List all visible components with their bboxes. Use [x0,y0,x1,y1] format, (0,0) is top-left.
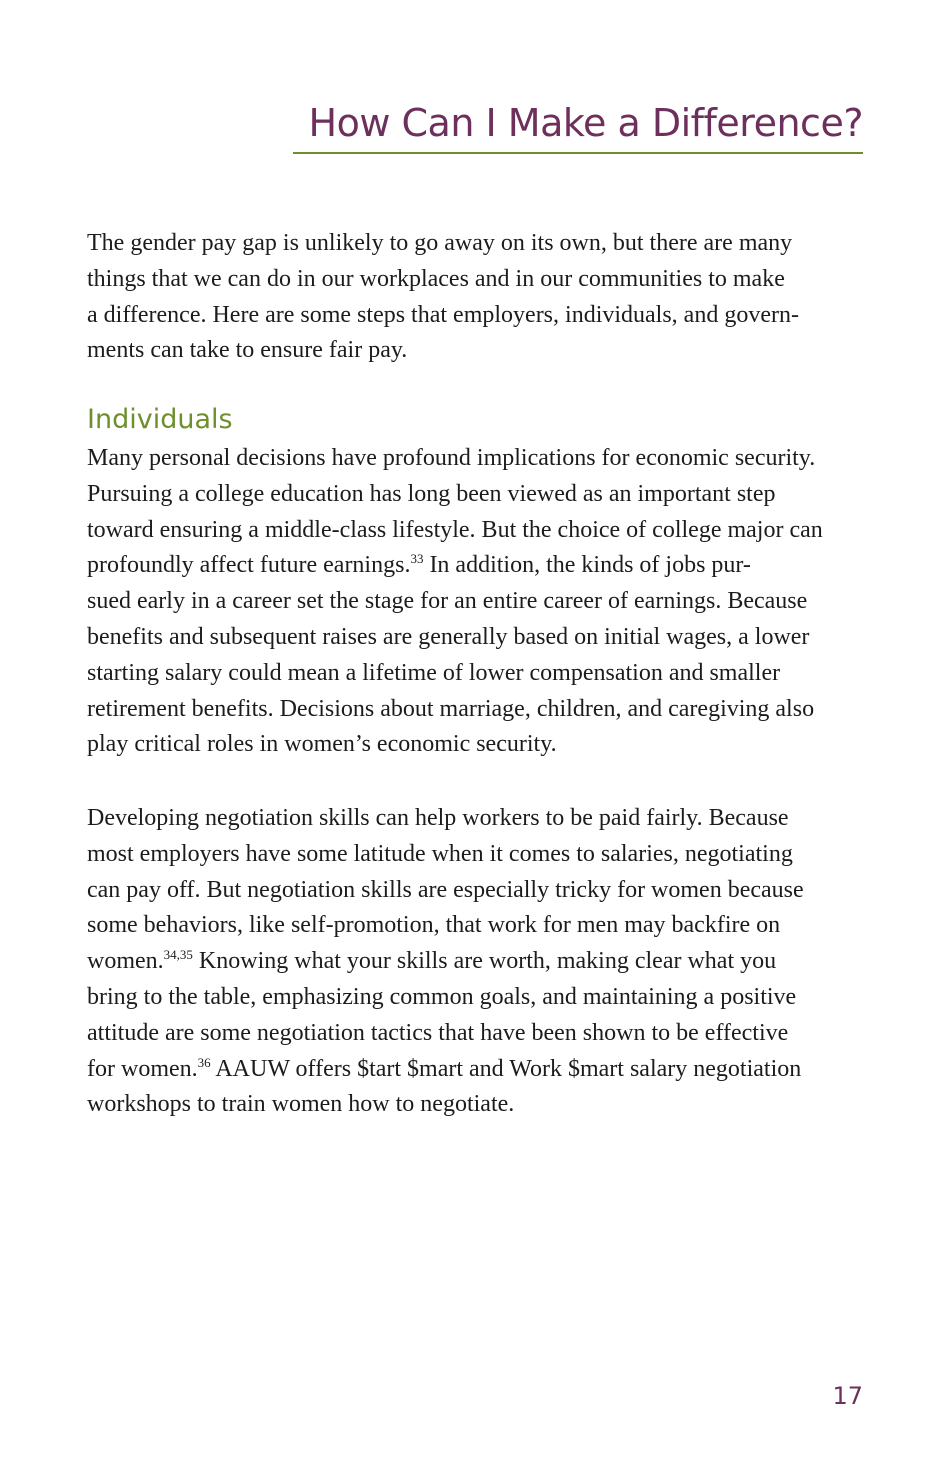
paragraph-line [87,548,867,584]
paragraph-line: Developing negotiation skills can help workers to be paid fairly. Because [87,805,789,831]
paragraph-line: Pursuing a college education has long been viewed as an important step [87,480,776,507]
section-heading-individuals: Individuals [87,404,233,435]
paragraph-line: some behaviors, like self-promotion, that work for men may backfire on [87,912,781,939]
paragraph-line: benefits and subsequent raises are generally based on initial wages, a lower [87,623,810,650]
intro-line: a difference. Here are some steps that employers, individuals, and govern- [87,301,799,328]
intro-paragraph [87,226,867,369]
individuals-paragraph-2 [87,801,867,1123]
text-run: In addition, the kinds of jobs pur- [423,552,751,579]
text-run: Knowing what your skills are worth, making clear what you [192,948,777,975]
paragraph-line: toward ensuring a middle-class lifestyle. But the choice of college major can [87,516,823,543]
intro-line: ments can take to ensure fair pay. [87,337,408,364]
footnote-ref: 34,35 [163,947,193,963]
text-run: for women. [87,1055,198,1082]
intro-line: things that we can do in our workplaces and in our communities to make [87,265,785,292]
paragraph-line: attitude are some negotiation tactics that have been shown to be effective [87,1019,789,1046]
paragraph-line: starting salary could mean a lifetime of lower compensation and smaller [87,659,781,686]
paragraph-line: workshops to train women how to negotiate. [87,1091,515,1118]
intro-line: The gender pay gap is unlikely to go away on its own, but there are many [87,230,793,256]
text-run: profoundly affect future earnings. [87,552,411,579]
paragraph-line: most employers have some latitude when it comes to salaries, negotiating [87,840,793,867]
individuals-paragraph-1 [87,441,867,763]
page-title-rule [293,98,863,154]
footnote-ref: 33 [410,551,424,567]
paragraph-line: bring to the table, emphasizing common goals, and maintaining a positive [87,983,797,1010]
page-number: 17 [832,1382,863,1410]
text-run: AAUW offers $tart $mart and Work $mart salary negotiation [210,1055,802,1082]
paragraph-line [87,944,867,980]
page-title: How Can I Make a Difference? [308,101,863,145]
paragraph-line: play critical roles in women’s economic security. [87,731,557,758]
paragraph-line: Many personal decisions have profound implications for economic security. [87,445,816,471]
paragraph-line: can pay off. But negotiation skills are especially tricky for women because [87,876,804,903]
paragraph-line: retirement benefits. Decisions about marriage, children, and caregiving also [87,695,815,722]
footnote-ref: 36 [197,1054,211,1070]
text-run: women. [87,948,164,975]
paragraph-line: sued early in a career set the stage for an entire career of earnings. Because [87,588,808,615]
paragraph-line [87,1052,867,1088]
